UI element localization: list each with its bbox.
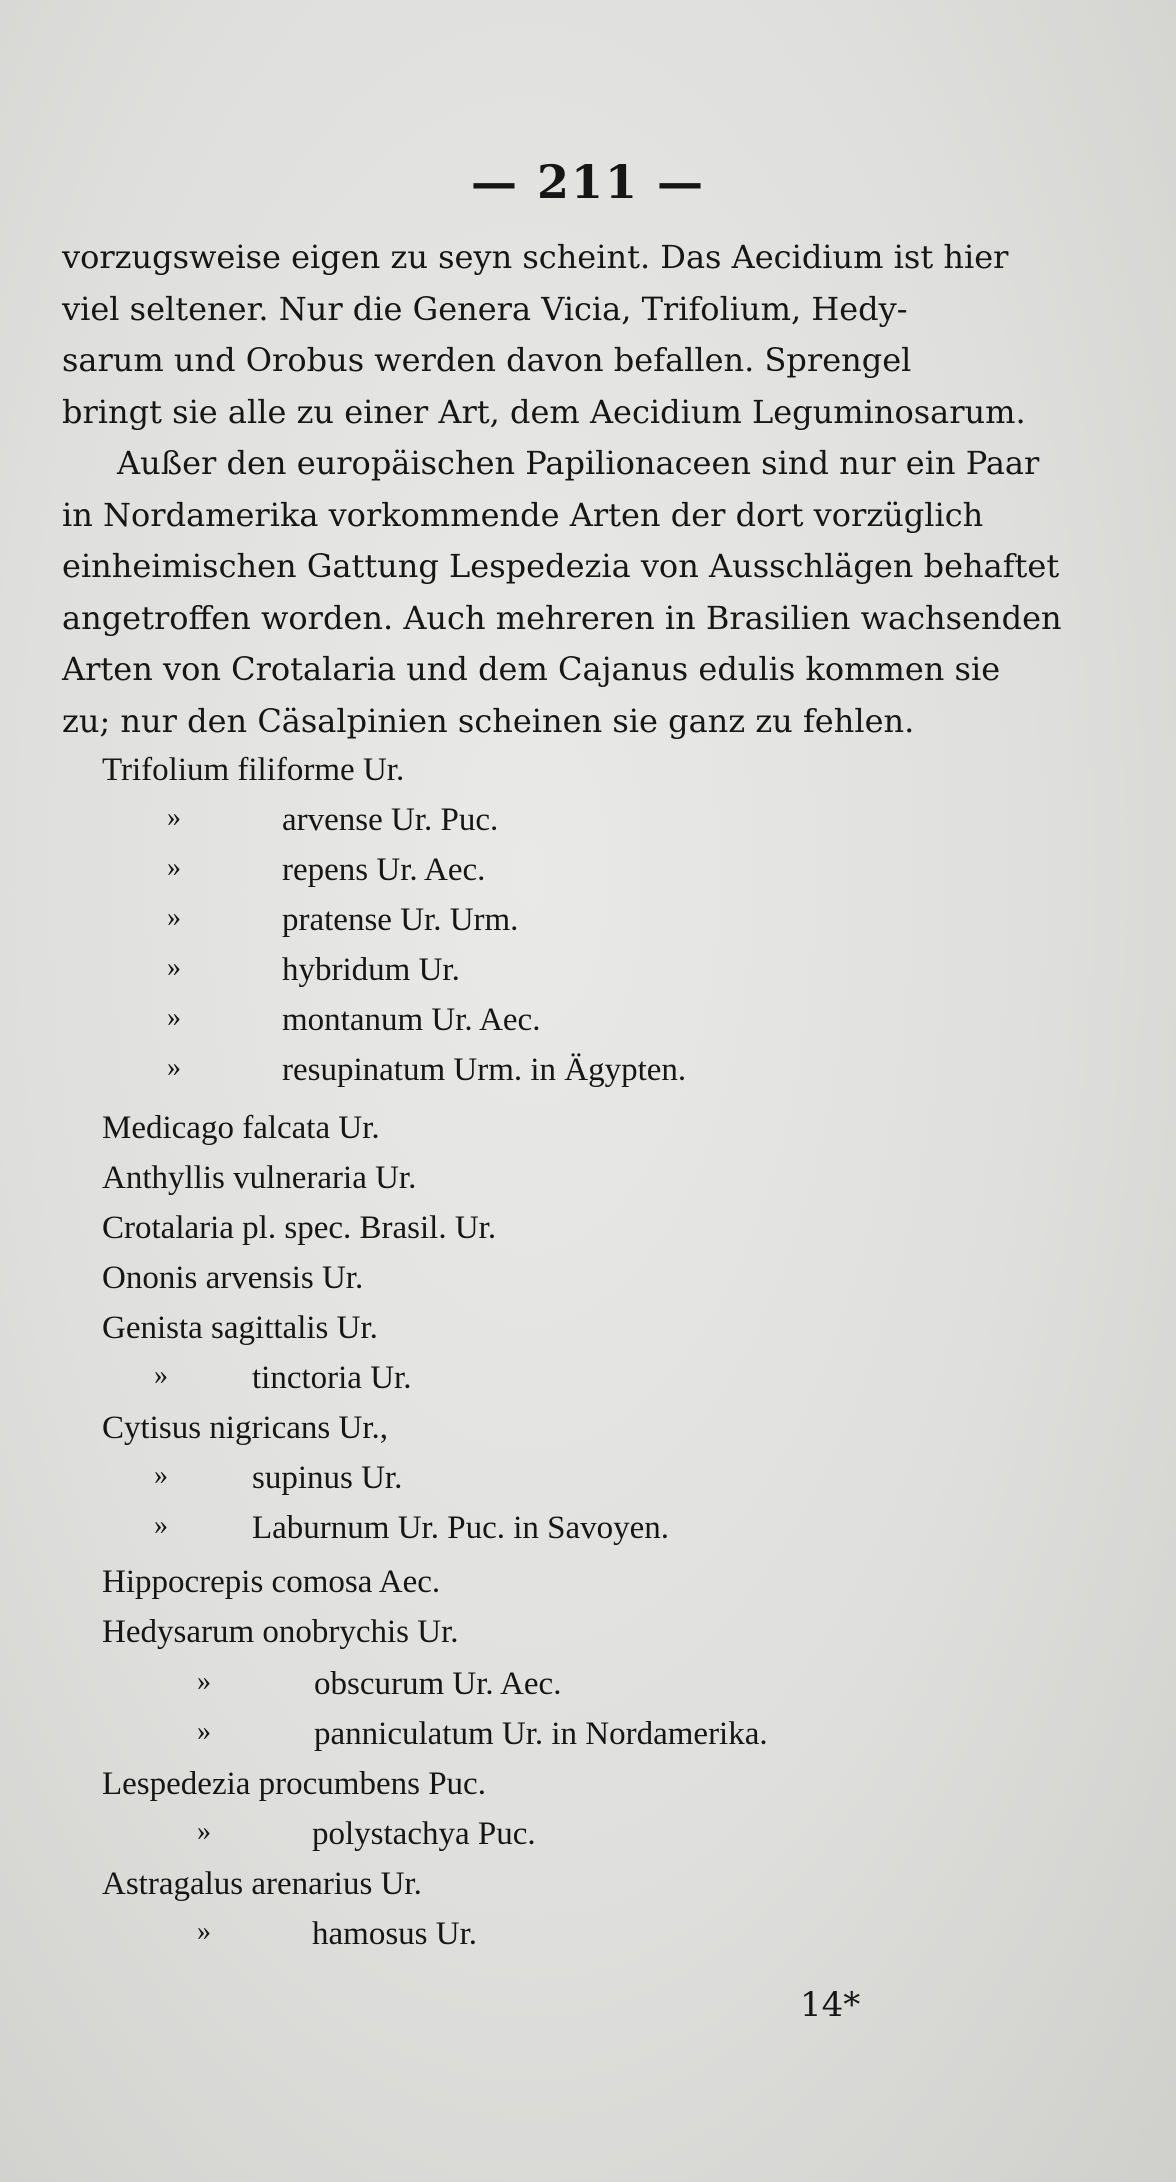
text-line: vorzugsweise eigen zu seyn scheint. Das Aecidium ist hier [62,238,1009,276]
ditto-mark: » [167,1052,181,1083]
species-name: tinctoria Ur. [252,1360,412,1396]
text-line: sarum und Orobus werden davon befallen. Sprengel [62,341,912,379]
species-name: Anthyllis vulneraria Ur. [102,1160,417,1196]
paragraph-1 [62,232,1052,438]
species-name: repens Ur. Aec. [282,852,486,888]
species-name: Hippocrepis comosa Aec. [102,1564,441,1600]
ditto-mark: » [197,1716,211,1747]
text-line: bringt sie alle zu einer Art, dem Aecidium Leguminosarum. [62,392,1026,431]
species-name: hybridum Ur. [282,952,460,988]
ditto-mark: » [197,1666,211,1697]
text-line: viel seltener. Nur die Genera Vicia, Trifolium, Hedy- [62,289,908,328]
paragraph-2 [62,438,1062,747]
ditto-mark: » [197,1916,211,1947]
species-name: arvense Ur. Puc. [282,802,499,838]
species-name: Genista sagittalis Ur. [102,1310,378,1346]
ditto-mark: » [167,802,181,833]
species-name: hamosus Ur. [312,1916,477,1952]
text-line: angetroffen worden. Auch mehreren in Brasilien wachsenden [62,598,1062,637]
species-name: Astragalus arenarius Ur. [102,1866,422,1902]
ditto-mark: » [154,1460,168,1491]
ditto-mark: » [167,952,181,983]
species-name: Hedysarum onobrychis Ur. [102,1614,459,1650]
text-line: in Nordamerika vorkommende Arten der dort vorzüglich [62,495,984,534]
ditto-mark: » [167,852,181,883]
species-name: polystachya Puc. [312,1816,536,1852]
species-name: supinus Ur. [252,1460,403,1496]
species-name: Ononis arvensis Ur. [102,1260,364,1296]
species-name: Lespedezia procumbens Puc. [102,1766,486,1802]
species-name: panniculatum Ur. in Nordamerika. [314,1716,768,1752]
ditto-mark: » [154,1360,168,1391]
species-name: Laburnum Ur. Puc. in Savoyen. [252,1510,670,1546]
species-name: montanum Ur. Aec. [282,1002,541,1038]
species-name: Cytisus nigricans Ur., [102,1410,388,1446]
species-name: Trifolium filiforme Ur. [102,752,405,788]
ditto-mark: » [167,902,181,933]
signature-mark: 14* [800,1985,861,2025]
page-number: — 211 — [470,155,706,209]
species-name: Crotalaria pl. spec. Brasil. Ur. [102,1210,497,1246]
text-line: Arten von Crotalaria und dem Cajanus edulis kommen sie [62,650,1001,688]
ditto-mark: » [154,1510,168,1541]
species-name: Medicago falcata Ur. [102,1110,380,1146]
species-name: obscurum Ur. Aec. [314,1666,562,1702]
species-name: pratense Ur. Urm. [282,902,519,938]
text-line: Außer den europäischen Papilionaceen sind nur ein Paar [117,444,1040,482]
text-line: einheimischen Gattung Lespedezia von Ausschlägen behaftet [62,547,1060,585]
ditto-mark: » [197,1816,211,1847]
ditto-mark: » [167,1002,181,1033]
species-name: resupinatum Urm. in Ägypten. [282,1052,687,1088]
text-line: zu; nur den Cäsalpinien scheinen sie ganz zu fehlen. [62,701,915,740]
